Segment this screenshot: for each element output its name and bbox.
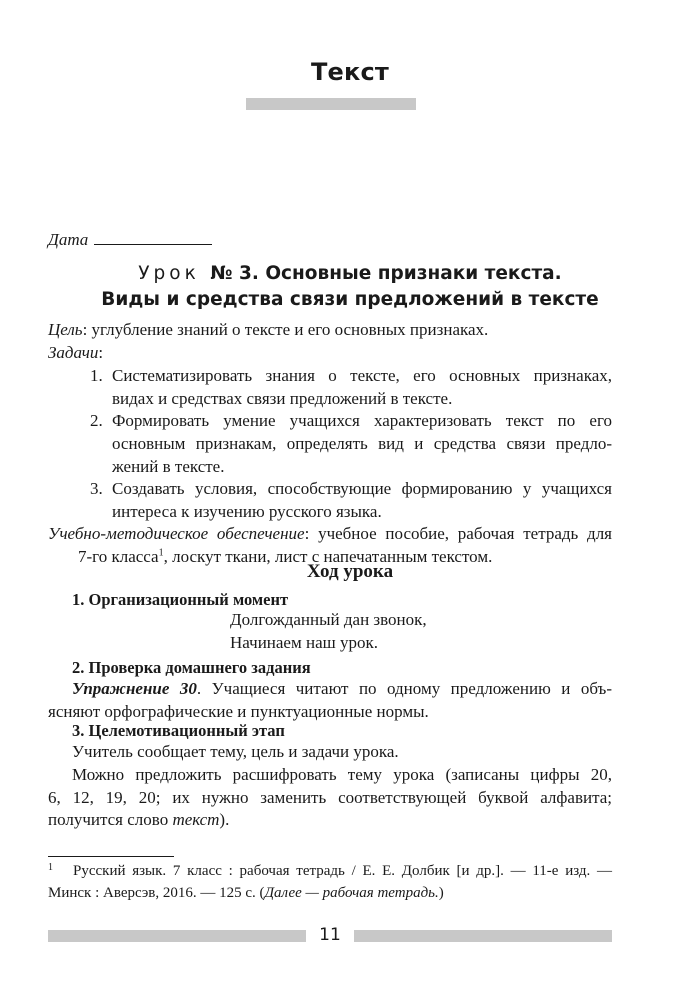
poem-line: Начинаем наш урок.: [230, 633, 378, 652]
decode-line2: 6, 12, 19, 20; их нужно заменить соответствующей буквой алфавита;: [48, 787, 612, 807]
task-line: основным признакам, определять вид и средства связи предло-: [112, 434, 612, 453]
footnote: [48, 861, 612, 904]
goal-label: Цель: [48, 320, 83, 339]
page-number: 11: [319, 925, 341, 945]
task-number: 3.: [90, 479, 103, 498]
footer-bar-left: [48, 930, 306, 942]
task-line: видах и средствах связи предложений в тексте.: [112, 389, 453, 408]
section-heading-organizational: 1. Организационный момент: [72, 590, 289, 609]
lesson-title-line1: [0, 263, 700, 284]
exercise-line2: ясняют орфографические и пунктуационные нормы.: [48, 701, 429, 721]
chapter-title: Текст: [310, 58, 390, 86]
lesson-prefix: Урок: [138, 263, 200, 284]
lesson-progress-heading: Ход урока: [306, 561, 394, 582]
date-field: [48, 230, 212, 250]
footnote-mark: 1: [48, 862, 53, 873]
task-number: 2.: [90, 411, 103, 430]
exercise-line1: Упражнение 30. Учащиеся читают по одному предложению и объ-: [72, 679, 612, 698]
date-label: Дата: [48, 230, 89, 249]
task-line: Формировать умение учащихся характеризовать текст по его: [112, 411, 612, 430]
materials-line2: 7-го класса$^1$, лоскут ткани, лист с напечатанным текстом.: [78, 547, 493, 566]
materials-label: Учебно-методическое обеспечение: [48, 524, 305, 543]
lesson-title-line2: Виды и средства связи предложений в тексте: [101, 289, 599, 310]
chapter-title-underbar: [246, 98, 416, 110]
decode-paragraph: [48, 764, 612, 832]
lesson-title-text1: Основные признаки текста.: [265, 263, 562, 284]
poem-line: Долгожданный дан звонок,: [230, 610, 427, 629]
footnote-line1: $^1$ Русский язык. 7 класс : рабочая тетрадь / Е. Е. Долбик [и др.]. — 11-е изд. —: [48, 862, 612, 879]
footer-bar-right: [354, 930, 612, 942]
exercise-paragraph: [48, 678, 612, 723]
section-heading-motivation: 3. Целемотивационный этап: [72, 721, 285, 740]
decode-word: текст: [172, 810, 220, 829]
tasks-label: Задачи:: [48, 343, 104, 362]
footnote-line2: Минск : Аверсэв, 2016. — 125 с. (Далее — рабочая тетрадь.): [48, 885, 444, 901]
task-item-1: [78, 364, 612, 410]
task-item-2: [78, 409, 612, 478]
footnote-reference: 1: [158, 547, 164, 559]
task-line: интереса к изучению русского языка.: [112, 502, 382, 521]
task-line: жений в тексте.: [112, 457, 225, 476]
task-line: Создавать условия, способствующие формированию у учащихся: [112, 479, 612, 498]
date-blank-line: [94, 230, 212, 245]
decode-line3: получится слово текст).: [48, 810, 230, 829]
exercise-label: Упражнение 30: [72, 679, 197, 698]
goal-line: [48, 318, 488, 341]
goal-text: : углубление знаний о тексте и его основных признаках.: [82, 320, 489, 339]
task-line: Систематизировать знания о тексте, его основных признаках,: [112, 366, 612, 385]
lesson-number: № 3.: [210, 263, 259, 284]
footnote-divider: [48, 856, 174, 857]
task-item-3: [78, 477, 612, 523]
task-number: 1.: [90, 366, 103, 385]
teacher-paragraph: Учитель сообщает тему, цель и задачи урока.: [72, 742, 399, 761]
decode-line1: Можно предложить расшифровать тему урока (записаны цифры 20,: [72, 765, 612, 784]
materials-line1: Учебно-методическое обеспечение: учебное пособие, рабочая тетрадь для: [48, 524, 613, 543]
section-heading-homework-check: 2. Проверка домашнего задания: [72, 658, 311, 677]
